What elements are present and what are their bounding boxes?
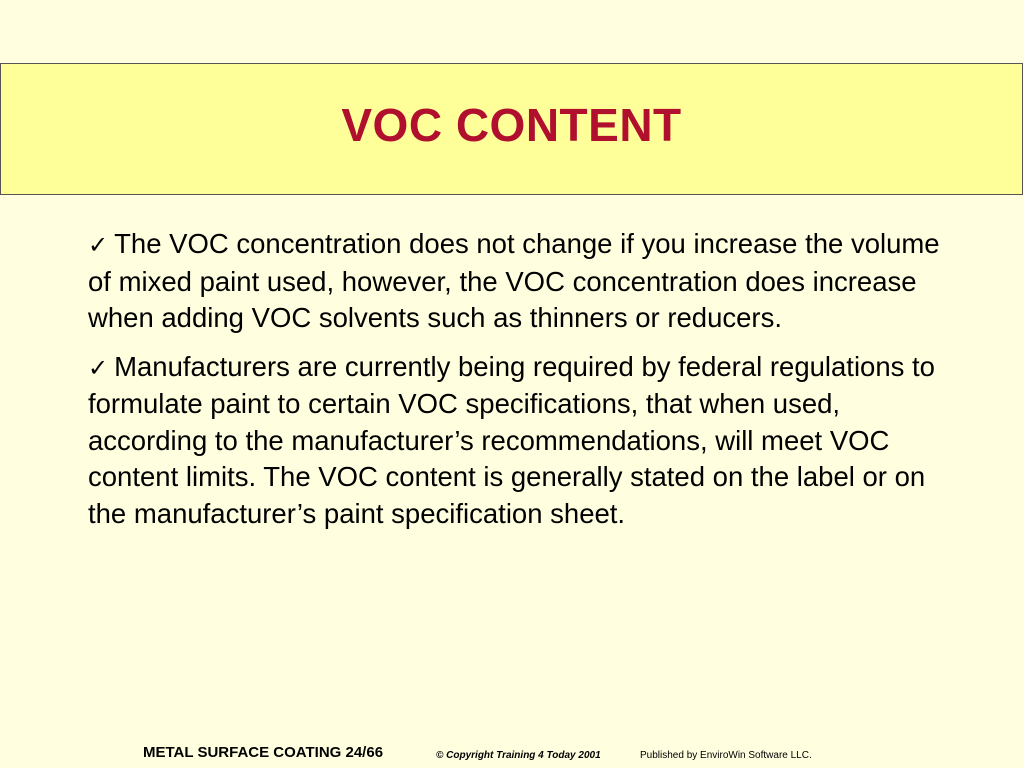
checkmark-icon: ✓ xyxy=(88,353,109,382)
bullet-item-2 xyxy=(88,349,948,533)
bullet-text-1: The VOC concentration does not change if you increase the volume of mixed paint used, however, the VOC concentration does increase when adding VOC solvents such as thinners or reducers. xyxy=(88,228,940,333)
bullet-list xyxy=(88,226,948,544)
bullet-text-2: Manufacturers are currently being required by federal regulations to formulate paint to certain VOC specifications, that when used, according to the manufacturer’s recommendations, will meet VOC content limits. The VOC content is generally stated on the label or on the manufacturer’s paint specification sheet. xyxy=(88,350,935,529)
copyright-notice: © Copyright Training 4 Today 2001 xyxy=(436,750,601,761)
course-page-label: METAL SURFACE COATING 24/66 xyxy=(143,744,384,761)
slide-title: VOC CONTENT xyxy=(341,99,682,151)
bullet-item-1 xyxy=(88,226,948,337)
slide-footer xyxy=(0,738,1024,768)
checkmark-icon: ✓ xyxy=(88,231,109,259)
title-banner xyxy=(0,63,1023,195)
publisher-notice: Published by EnviroWin Software LLC. xyxy=(640,750,812,761)
